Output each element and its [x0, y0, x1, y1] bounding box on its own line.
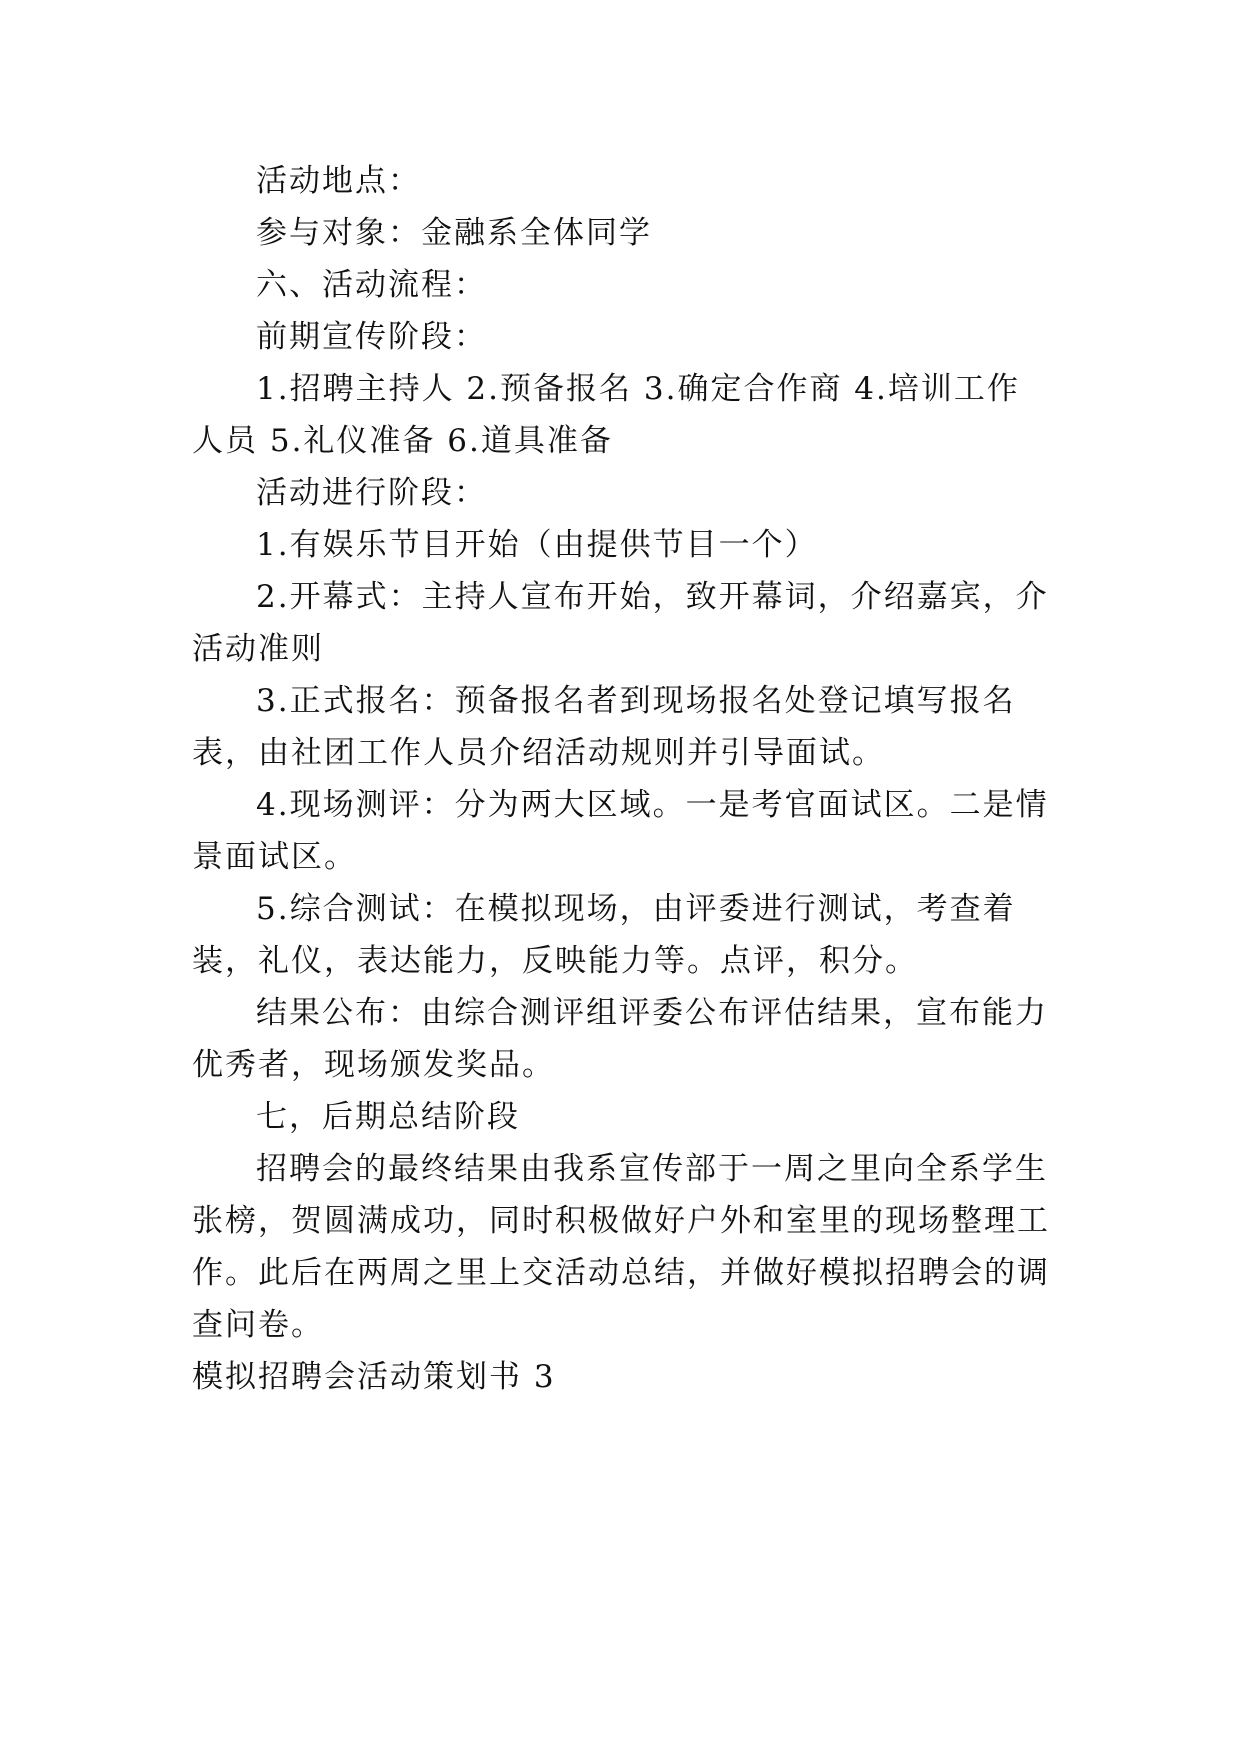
paragraph-step-3: 3.正式报名：预备报名者到现场报名处登记填写报名表，由社团工作人员介绍活动规则并引导面试。 — [192, 683, 1016, 771]
document-body — [192, 155, 1050, 1403]
paragraph-event-stage: 活动进行阶段： — [256, 475, 487, 511]
paragraph-summary-body: 招聘会的最终结果由我系宣传部于一周之里向全系学生张榜，贺圆满成功，同时积极做好户外和室里的现场整理工作。此后在两周之里上交活动总结，并做好模拟招聘会的调查问卷。 — [192, 1151, 1050, 1343]
paragraph-results: 结果公布：由综合测评组评委公布评估结果，宣布能力优秀者，现场颁发奖品。 — [192, 995, 1048, 1083]
paragraph-step-1: 1.有娱乐节目开始（由提供节目一个） — [256, 527, 818, 563]
paragraph-step-4: 4.现场测评：分为两大区域。一是考官面试区。二是情景面试区。 — [192, 787, 1049, 875]
paragraph-process-heading: 六、活动流程： — [256, 267, 487, 303]
paragraph-step-5: 5.综合测试：在模拟现场，由评委进行测试，考查着装，礼仪，表达能力，反映能力等。点评，积分。 — [192, 891, 1016, 979]
paragraph-location: 活动地点： — [256, 163, 421, 199]
section-title: 模拟招聘会活动策划书 3 — [192, 1359, 556, 1395]
paragraph-promo-stage: 前期宣传阶段： — [256, 319, 487, 355]
paragraph-participants: 参与对象：金融系全体同学 — [256, 215, 652, 251]
paragraph-step-2: 2.开幕式：主持人宣布开始，致开幕词，介绍嘉宾，介活动准则 — [192, 579, 1049, 667]
paragraph-promo-steps: 1.招聘主持人 2.预备报名 3.确定合作商 4.培训工作人员 5.礼仪准备 6.道具准备 — [192, 371, 1020, 459]
paragraph-summary-heading: 七，后期总结阶段 — [256, 1099, 520, 1135]
